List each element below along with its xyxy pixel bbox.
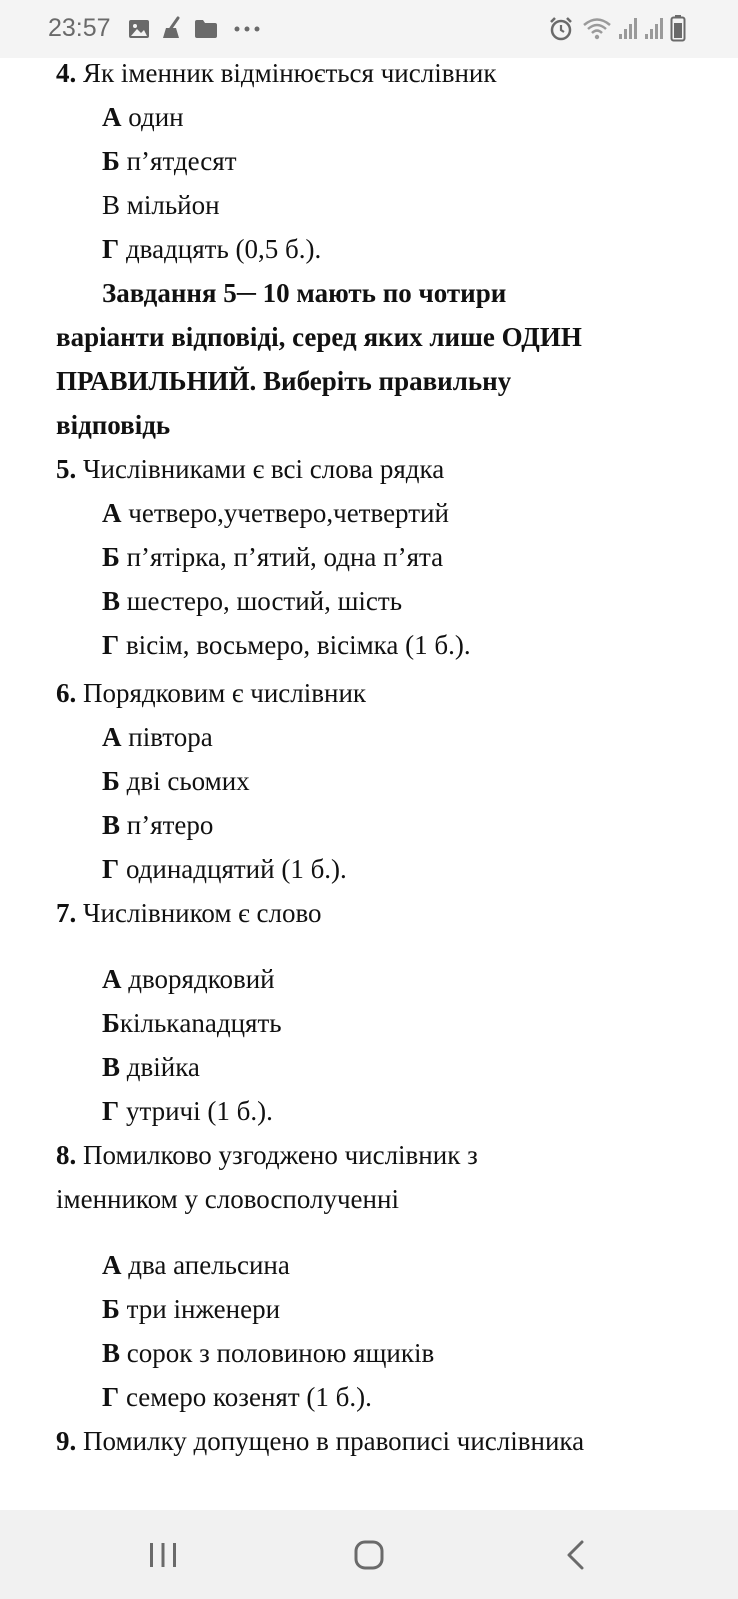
option-text: дворядковий [121, 964, 275, 994]
option-text: півтора [121, 722, 213, 752]
option-text: одинадцятий (1 б.). [119, 854, 347, 884]
option-text: п’ятірка, п’ятий, одна п’ята [119, 542, 444, 572]
option-text: кількanaдцять [119, 1008, 282, 1038]
option-letter: Г [102, 1382, 120, 1412]
option-text: мільйон [120, 190, 220, 220]
option-a [102, 496, 449, 530]
option-b [102, 764, 250, 798]
option-g [102, 232, 321, 266]
option-b [102, 1006, 282, 1040]
question-number: 4. [56, 58, 77, 88]
option-text: семеро козенят (1 б.). [119, 1382, 372, 1412]
recent-apps-icon[interactable] [133, 1530, 193, 1580]
option-text: п’ятеро [120, 810, 214, 840]
instruction-line-2: варіанти відповіді, серед яких лише ОДИН [56, 322, 582, 352]
option-v [102, 1050, 200, 1084]
option-text: четверо,учетверо,четвертий [121, 498, 449, 528]
question-7 [56, 896, 322, 930]
option-letter: Б [102, 146, 120, 176]
question-6 [56, 676, 366, 710]
option-text: сорок з половиною ящиків [120, 1338, 435, 1368]
question-text: Помилку допущено в правописі числівника [76, 1426, 585, 1456]
question-number: 8. [56, 1140, 77, 1170]
question-5 [56, 452, 444, 486]
option-letter: Б [102, 766, 120, 796]
option-g [102, 1094, 273, 1128]
question-number: 7. [56, 898, 77, 928]
option-letter: Г [102, 854, 120, 884]
option-letter: Б [102, 1008, 120, 1038]
option-letter: А [102, 722, 122, 752]
option-letter: Г [102, 1096, 120, 1126]
question-text: Числівником є слово [76, 898, 322, 928]
question-number: 6. [56, 678, 77, 708]
question-8-continuation: іменником у словосполученні [56, 1184, 399, 1214]
option-letter: А [102, 102, 122, 132]
navigation-bar [0, 1510, 738, 1599]
option-v [102, 1336, 434, 1370]
option-text: утричі (1 б.). [119, 1096, 273, 1126]
option-a [102, 962, 275, 996]
question-8 [56, 1138, 478, 1172]
option-v [102, 188, 220, 222]
option-b [102, 1292, 280, 1326]
option-letter: А [102, 1250, 122, 1280]
option-letter: В [102, 586, 121, 616]
option-a [102, 720, 213, 754]
option-letter: В [102, 1052, 121, 1082]
option-a [102, 100, 184, 134]
instruction-line-4: відповідь [56, 410, 171, 440]
back-icon[interactable] [546, 1530, 606, 1580]
option-letter: Б [102, 542, 120, 572]
question-text: Числівниками є всі слова рядка [76, 454, 445, 484]
option-g [102, 628, 471, 662]
option-v [102, 584, 402, 618]
option-text: вісім, восьмеро, вісімка (1 б.). [119, 630, 471, 660]
option-letter: Г [102, 234, 120, 264]
option-text: дві сьомих [119, 766, 250, 796]
question-4 [56, 56, 496, 90]
option-b [102, 540, 443, 574]
option-letter: Г [102, 630, 120, 660]
option-letter: В [102, 1338, 121, 1368]
option-b [102, 144, 237, 178]
question-text: Як іменник відмінюється числівник [76, 58, 497, 88]
option-letter: Б [102, 1294, 120, 1324]
option-a [102, 1248, 290, 1282]
option-g [102, 1380, 372, 1414]
option-v [102, 808, 213, 842]
option-text: двадцять (0,5 б.). [119, 234, 322, 264]
option-text: п’ятдесят [119, 146, 237, 176]
question-9 [56, 1424, 584, 1458]
home-icon[interactable] [339, 1530, 399, 1580]
option-text: шестеро, шостий, шість [120, 586, 403, 616]
option-text: один [121, 102, 184, 132]
option-letter: В [102, 810, 121, 840]
option-letter: А [102, 964, 122, 994]
instruction-line-1: Завдання 5─ 10 мають по чотири [102, 278, 507, 308]
question-text: Помилково узгоджено числівник з [76, 1140, 478, 1170]
question-number: 5. [56, 454, 77, 484]
option-letter: А [102, 498, 122, 528]
question-text: Порядковим є числівник [76, 678, 367, 708]
option-g [102, 852, 347, 886]
instruction-line-3: ПРАВИЛЬНИЙ. Виберіть правильну [56, 366, 512, 396]
option-letter: В [102, 190, 121, 220]
question-number: 9. [56, 1426, 77, 1456]
option-text: два апельсина [121, 1250, 290, 1280]
option-text: двійка [120, 1052, 200, 1082]
option-text: три інженери [119, 1294, 281, 1324]
status-time: 23:57 [48, 14, 111, 42]
